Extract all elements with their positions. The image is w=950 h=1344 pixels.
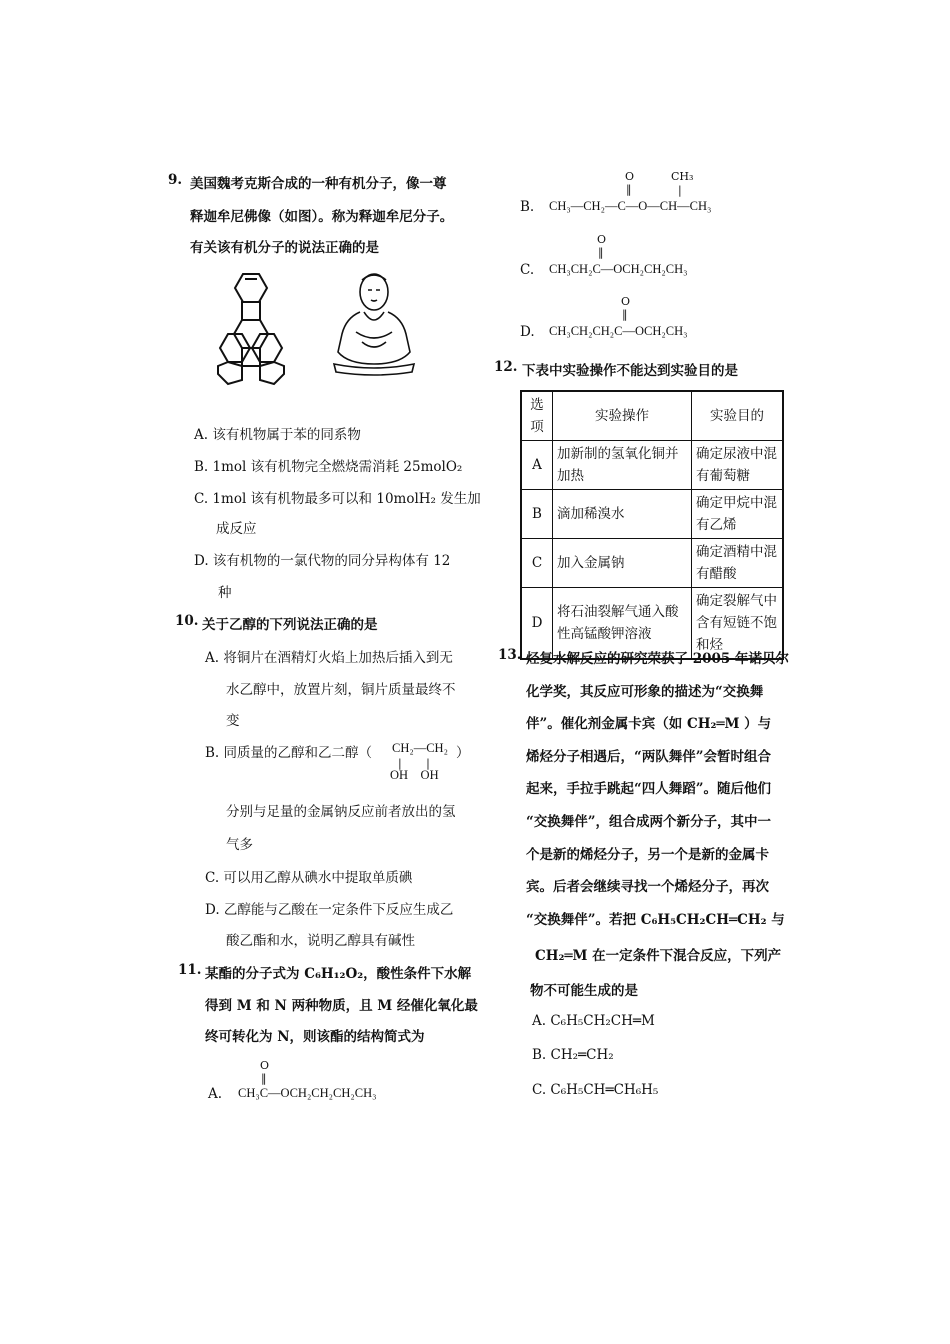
- q11-d-carbonyl-o: O: [621, 295, 631, 308]
- q10-stem: 关于乙醇的下列说法正确的是: [202, 617, 378, 633]
- q13-line-10: CH₂═M 在一定条件下混合反应，下列产: [535, 948, 782, 964]
- table-cell-option: D: [521, 588, 553, 660]
- q11-option-a-label: A.: [208, 1086, 223, 1102]
- table-cell-goal: 确定裂解气中含有短链不饱和烃: [692, 588, 784, 660]
- table-row: [521, 490, 783, 539]
- q11-c-double-bond: ‖: [598, 246, 604, 259]
- q13-line-9: “交换舞伴”。若把 C₆H₅CH₂CH═CH₂ 与: [526, 912, 785, 928]
- table-cell-operation: 加入金属钠: [553, 539, 692, 588]
- q11-stem-line3: 终可转化为 N，则该酯的结构简式为: [205, 1029, 425, 1045]
- q13-line-7: 个是新的烯烃分子，另一个是新的金属卡: [526, 847, 769, 863]
- table-cell-operation: 将石油裂解气通入酸性高锰酸钾溶液: [553, 588, 692, 660]
- q13-line-11: 物不可能生成的是: [530, 983, 638, 999]
- table-row: [521, 441, 783, 490]
- q11-option-d-formula: CH₃CH₂CH₂C—OCH₂CH₃: [549, 324, 688, 338]
- q10-number: 10.: [175, 613, 199, 629]
- table-cell-operation: 加新制的氢氧化铜并加热: [553, 441, 692, 490]
- q12-stem: 下表中实验操作不能达到实验目的是: [522, 363, 738, 379]
- table-header-row: [521, 391, 783, 441]
- q11-a-double-bond: ‖: [261, 1072, 267, 1085]
- q11-a-carbonyl-o: O: [260, 1059, 270, 1072]
- q13-option-a: A. C₆H₅CH₂CH═M: [532, 1013, 655, 1029]
- q9-number: 9.: [168, 172, 183, 188]
- q13-line-5: 起来，手拉手跳起“四人舞蹈”。随后他们: [526, 781, 772, 797]
- table-header-option: 选项: [521, 391, 553, 441]
- q10-option-c: C. 可以用乙醇从碘水中提取单质碘: [205, 870, 413, 886]
- q13-line-4: 烯烃分子相遇后，“两队舞伴”会暂时组合: [526, 749, 772, 765]
- table-cell-operation: 滴加稀溴水: [553, 490, 692, 539]
- q13-number: 13.: [498, 647, 522, 663]
- q11-option-c-formula: CH₃CH₂C—OCH₂CH₂CH₃: [549, 262, 688, 276]
- table-cell-goal: 确定尿液中混有葡萄糖: [692, 441, 784, 490]
- q9-option-c-line1: C. 1mol 该有机物最多可以和 10molH₂ 发生加: [194, 491, 481, 507]
- q10-option-a-line1: A. 将铜片在酒精灯火焰上加热后插入到无: [205, 650, 453, 666]
- q11-option-a-formula: CH₃C—OCH₂CH₂CH₂CH₃: [238, 1086, 377, 1100]
- buddha-statue-illustration: [328, 272, 420, 376]
- q11-b-double-bond: ‖: [626, 183, 632, 196]
- q10-option-b-close-paren: ）: [456, 745, 470, 761]
- q9-stem-line2: 释迦牟尼佛像（如图）。称为释迦牟尼分子。: [190, 209, 454, 225]
- table-cell-option: C: [521, 539, 553, 588]
- q9-option-d-line1: D. 该有机物的一氯代物的同分异构体有 12: [194, 553, 451, 569]
- experiment-table: [520, 390, 784, 660]
- table-cell-goal: 确定甲烷中混有乙烯: [692, 490, 784, 539]
- q11-stem-line2: 得到 M 和 N 两种物质，且 M 经催化氧化最: [205, 998, 478, 1014]
- ethylene-glycol-bonds: | |: [398, 757, 430, 770]
- q13-option-c: C. C₆H₅CH═CH₆H₅: [532, 1082, 659, 1098]
- q10-option-a-line2: 水乙醇中，放置片刻，铜片质量最终不: [226, 682, 456, 698]
- q11-option-c-label: C.: [520, 262, 535, 278]
- table-cell-goal: 确定酒精中混有醋酸: [692, 539, 784, 588]
- q10-option-a-line3: 变: [226, 713, 240, 729]
- q9-option-a: A. 该有机物属于苯的同系物: [194, 427, 361, 443]
- q10-option-b-line2: 分别与足量的金属钠反应前者放出的氢: [226, 804, 456, 820]
- q9-option-c-line2: 成反应: [216, 521, 257, 537]
- ethylene-glycol-formula-bottom: OH OH: [390, 768, 439, 782]
- q13-line-6: “交换舞伴”，组合成两个新分子，其中一: [526, 814, 772, 830]
- q11-b-methyl-top: CH₃: [671, 170, 694, 183]
- q10-option-d-line1: D. 乙醇能与乙酸在一定条件下反应生成乙: [205, 902, 454, 918]
- q9-option-b: B. 1mol 该有机物完全燃烧需消耗 25molO₂: [194, 459, 463, 475]
- table-cell-option: A: [521, 441, 553, 490]
- q12-number: 12.: [494, 359, 518, 375]
- table-header-goal: 实验目的: [692, 391, 784, 441]
- table-row: [521, 539, 783, 588]
- q11-option-d-label: D.: [520, 324, 535, 340]
- q13-line-2: 化学奖，其反应可形象的描述为“交换舞: [526, 684, 764, 700]
- q10-option-b-line3: 气多: [226, 837, 253, 853]
- q11-option-b-formula: CH₃—CH₂—C—O—CH—CH₃: [549, 199, 712, 213]
- q11-option-b-label: B.: [520, 199, 535, 215]
- buddha-molecule-structure: [215, 272, 295, 390]
- q11-stem-line1: 某酯的分子式为 C₆H₁₂O₂，酸性条件下水解: [205, 966, 472, 982]
- q13-line-1: 烃复水解反应的研究荣获了 2005 年诺贝尔: [526, 651, 789, 667]
- q11-d-double-bond: ‖: [622, 308, 628, 321]
- q11-c-carbonyl-o: O: [597, 233, 607, 246]
- q10-option-b-line1: B. 同质量的乙醇和乙二醇（: [205, 745, 373, 761]
- q13-line-3: 伴”。催化剂金属卡宾（如 CH₂═M ）与: [526, 716, 772, 732]
- ethylene-glycol-formula-top: CH₂—CH₂: [392, 741, 448, 755]
- q11-b-methyl-bond: |: [678, 184, 682, 197]
- q13-option-b: B. CH₂═CH₂: [532, 1047, 614, 1063]
- q11-number: 11.: [178, 962, 202, 978]
- q11-b-carbonyl-o: O: [625, 170, 635, 183]
- table-cell-option: B: [521, 490, 553, 539]
- q10-option-d-line2: 酸乙酯和水，说明乙醇具有碱性: [226, 933, 415, 949]
- q9-stem-line1: 美国魏考克斯合成的一种有机分子，像一尊: [190, 176, 447, 192]
- q9-stem-line3: 有关该有机分子的说法正确的是: [190, 240, 379, 256]
- q9-option-d-line2: 种: [218, 585, 232, 601]
- q13-line-8: 宾。后者会继续寻找一个烯烃分子，再次: [526, 879, 769, 895]
- table-header-operation: 实验操作: [553, 391, 692, 441]
